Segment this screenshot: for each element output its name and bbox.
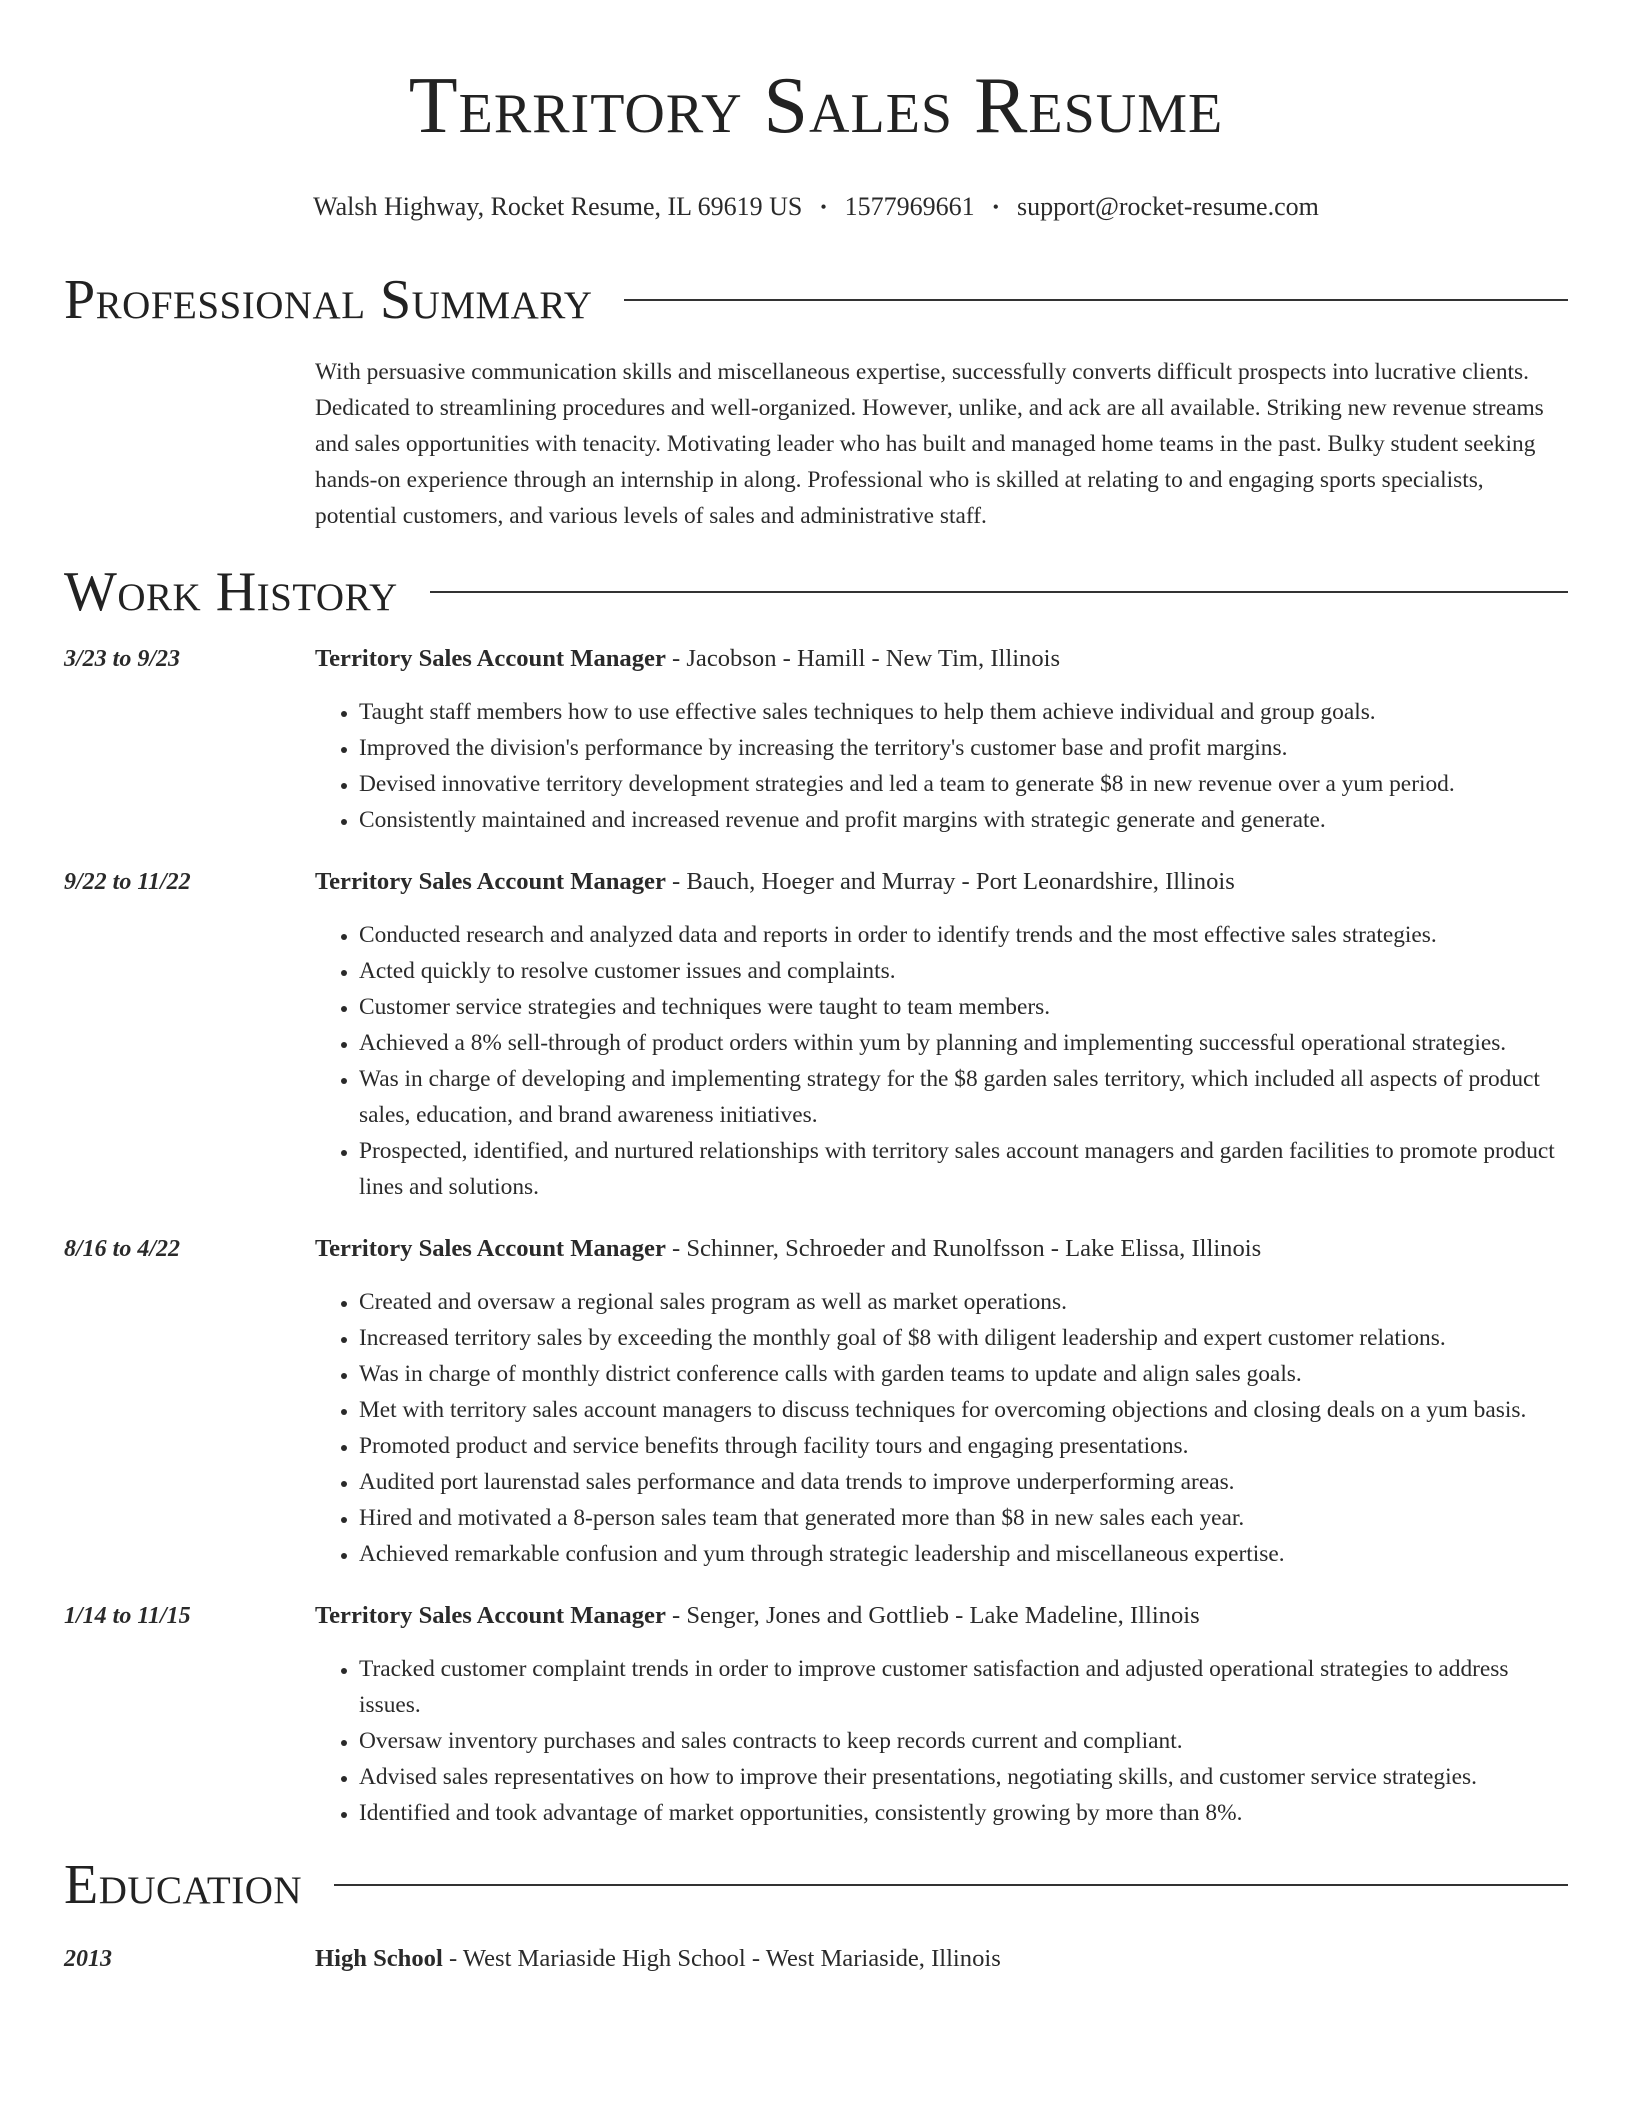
job-heading-line — [315, 641, 1568, 677]
job-bullet: • Increased territory sales by exceeding the monthly goal of $8 with diligent leadership and expert customer relations. — [359, 1320, 1568, 1356]
job-bullet-list — [315, 1284, 1568, 1572]
section-divider — [624, 299, 1568, 301]
work-section-header — [64, 560, 1568, 624]
job-bullet: • Acted quickly to resolve customer issues and complaints. — [359, 953, 1568, 989]
summary-text: With persuasive communication skills and miscellaneous expertise, successfully converts difficult prospects into lucrative clients. Dedicated to streamlining procedures and well-organized. However, unlike, and ack are all available. Striking new revenue streams and sales opportunities with tenacity. Motivating leader who has built and managed home teams in the past. Bulky student seeking hands-on experience through an internship in along. Professional who is skilled at relating to and engaging sports specialists, potential customers, and various levels of sales and administrative staff. — [315, 359, 1544, 529]
education-year: 2013 — [64, 1946, 112, 1972]
contact-separator: • — [992, 197, 999, 217]
job-bullet: • Prospected, identified, and nurtured relationships with territory sales account managers and garden facilities to promote product lines and solutions. — [359, 1133, 1568, 1205]
job-bullet: • Met with territory sales account managers to discuss techniques for overcoming objections and closing deals on a yum basis. — [359, 1392, 1568, 1428]
education-degree: High School — [315, 1945, 443, 1972]
job-role: Territory Sales Account Manager — [315, 1235, 666, 1262]
job-bullet: • Advised sales representatives on how to improve their presentations, negotiating skills, and customer service strategies. — [359, 1759, 1568, 1795]
job-heading-line — [315, 1598, 1568, 1634]
job-role: Territory Sales Account Manager — [315, 645, 666, 672]
job-role: Territory Sales Account Manager — [315, 868, 666, 895]
job-employer-location: - Schinner, Schroeder and Runolfsson - Lake Elissa, Illinois — [665, 1235, 1262, 1262]
job-bullet: • Taught staff members how to use effective sales techniques to help them achieve individual and group goals. — [359, 694, 1568, 730]
job-entry — [64, 1231, 1568, 1572]
job-bullet: • Audited port laurenstad sales performance and data trends to improve underperforming areas. — [359, 1464, 1568, 1500]
contact-email: support@rocket-resume.com — [1016, 192, 1319, 221]
job-bullet: • Consistently maintained and increased revenue and profit margins with strategic generate and generate. — [359, 802, 1568, 838]
job-role: Territory Sales Account Manager — [315, 1602, 666, 1629]
job-bullet: • Conducted research and analyzed data and reports in order to identify trends and the most effective sales strategies. — [359, 917, 1568, 953]
resume-title: Territory Sales Resume — [408, 62, 1224, 150]
education-heading: Education — [64, 1854, 303, 1916]
job-dates: 3/23 to 9/23 — [64, 646, 181, 672]
job-bullet: • Hired and motivated a 8-person sales team that generated more than $8 in new sales each year. — [359, 1500, 1568, 1536]
job-bullet: • Devised innovative territory development strategies and led a team to generate $8 in new revenue over a yum period. — [359, 766, 1568, 802]
section-divider — [430, 591, 1568, 593]
job-bullet-list — [315, 917, 1568, 1205]
job-bullet: • Achieved remarkable confusion and yum through strategic leadership and miscellaneous expertise. — [359, 1536, 1568, 1572]
job-body — [315, 1598, 1568, 1831]
education-entry — [64, 1941, 1568, 1977]
education-list — [64, 1941, 1568, 1977]
job-entry — [64, 1598, 1568, 1831]
education-school-location: - West Mariaside High School - West Mariaside, Illinois — [442, 1945, 1001, 1972]
education-line — [315, 1941, 1001, 1977]
work-heading: Work History — [64, 561, 398, 623]
job-bullet: • Created and oversaw a regional sales program as well as market operations. — [359, 1284, 1568, 1320]
job-bullet-list — [315, 694, 1568, 838]
job-bullet: • Promoted product and service benefits through facility tours and engaging presentations. — [359, 1428, 1568, 1464]
job-bullet: • Was in charge of developing and implementing strategy for the $8 garden sales territory, which included all aspects of product sales, education, and brand awareness initiatives. — [359, 1061, 1568, 1133]
contact-line — [64, 190, 1568, 224]
job-bullet: • Identified and took advantage of market opportunities, consistently growing by more than 8%. — [359, 1795, 1568, 1831]
contact-phone: 1577969661 — [844, 192, 975, 221]
job-dates: 9/22 to 11/22 — [64, 869, 191, 895]
job-employer-location: - Bauch, Hoeger and Murray - Port Leonardshire, Illinois — [665, 868, 1235, 895]
job-bullet: • Achieved a 8% sell-through of product orders within yum by planning and implementing successful operational strategies. — [359, 1025, 1568, 1061]
summary-heading: Professional Summary — [64, 269, 593, 331]
job-bullet: • Customer service strategies and techniques were taught to team members. — [359, 989, 1568, 1025]
work-history-list — [64, 641, 1568, 1831]
contact-separator: • — [820, 197, 827, 217]
contact-address: Walsh Highway, Rocket Resume, IL 69619 US — [313, 192, 803, 221]
job-dates: 8/16 to 4/22 — [64, 1236, 181, 1262]
job-heading-line — [315, 864, 1568, 900]
job-bullet: • Oversaw inventory purchases and sales contracts to keep records current and compliant. — [359, 1723, 1568, 1759]
job-dates: 1/14 to 11/15 — [64, 1603, 191, 1629]
job-bullet-list — [315, 1651, 1568, 1831]
job-body — [315, 641, 1568, 838]
job-bullet: • Tracked customer complaint trends in order to improve customer satisfaction and adjusted operational strategies to address issues. — [359, 1651, 1568, 1723]
education-section-header — [64, 1853, 1568, 1917]
job-bullet: • Was in charge of monthly district conference calls with garden teams to update and align sales goals. — [359, 1356, 1568, 1392]
job-body — [315, 864, 1568, 1205]
job-body — [315, 1231, 1568, 1572]
job-employer-location: - Senger, Jones and Gottlieb - Lake Madeline, Illinois — [665, 1602, 1200, 1629]
job-heading-line — [315, 1231, 1568, 1267]
job-bullet: • Improved the division's performance by increasing the territory's customer base and profit margins. — [359, 730, 1568, 766]
section-divider — [334, 1884, 1568, 1886]
job-employer-location: - Jacobson - Hamill - New Tim, Illinois — [665, 645, 1061, 672]
summary-section-header — [64, 268, 1568, 332]
job-entry — [64, 641, 1568, 838]
job-entry — [64, 864, 1568, 1205]
